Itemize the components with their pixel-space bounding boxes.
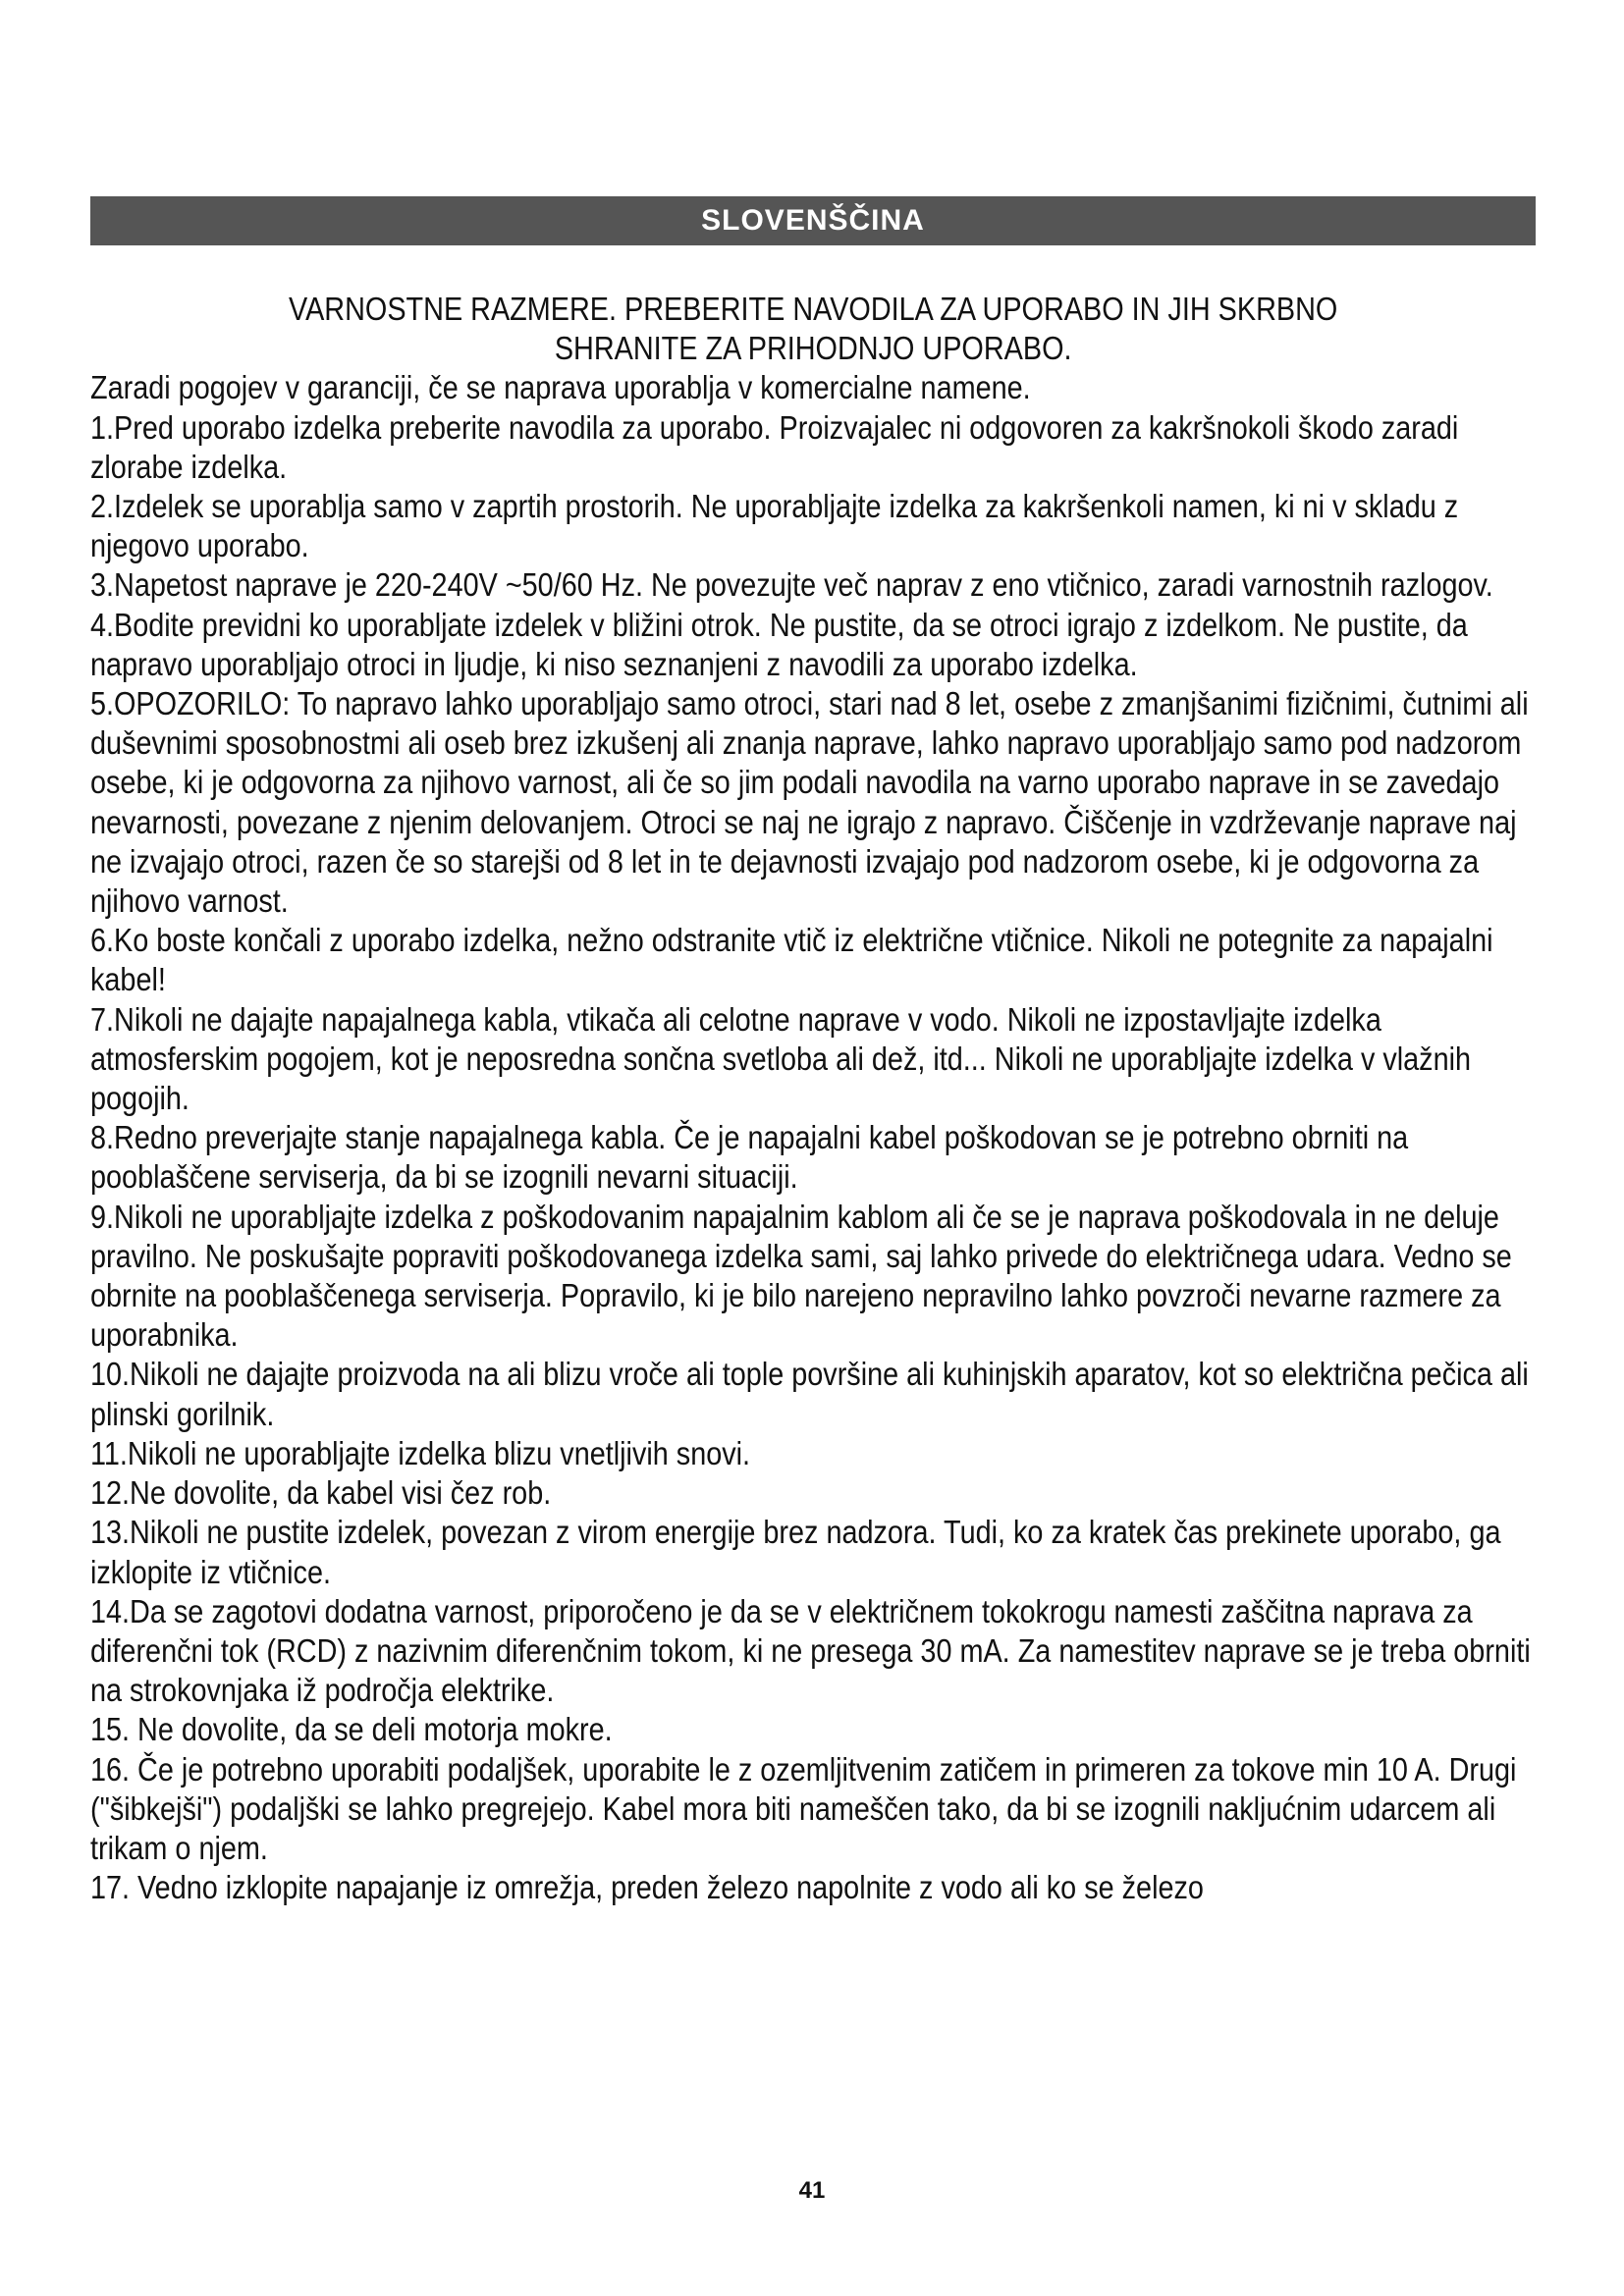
safety-item-7: 7.Nikoli ne dajajte napajalnega kabla, vtikača ali celotne naprave v vodo. Nikoli ne izpostavljajte izdelka atmosferskim pogojem, kot je neposredna sončna svetloba ali dež, itd... Nikoli ne uporabljajte izdelka v vlažnih pogojih. <box>90 1001 1472 1118</box>
document-body <box>90 291 1536 1908</box>
safety-item-5: 5.OPOZORILO: To napravo lahko uporabljajo samo otroci, stari nad 8 let, osebe z zmanjšanimi fizičnimi, čutnimi ali duševnimi sposobnostmi ali oseb brez izkušenj ali znanja naprave, lahko napravo uporabljajo samo pod nadzorom osebe, ki je odgovorna za njihovo varnost, ali če so jim podali navodila na varno uporabo naprave in se zavedajo nevarnosti, povezane z njenim delovanjem. Otroci se naj ne igrajo z napravo. Čiščenje in vzdrževanje naprave naj ne izvajajo otroci, razen če so starejši od 8 let in te dejavnosti izvajajo pod nadzorom osebe, ki je odgovorna za njihovo varnost. <box>90 686 1529 921</box>
safety-item-16: 16. Če je potrebno uporabiti podaljšek, uporabite le z ozemljitvenim zatičem in primeren za tokove min 10 A. Drugi ("šibkejši") podaljški se lahko pregrejejo. Kabel mora biti nameščen tako, da bi se izognili nakljućnim udarcem ali trikam o njem. <box>90 1751 1517 1867</box>
safety-item-9: 9.Nikoli ne uporabljajte izdelka z poškodovanim napajalnim kablom ali če se je naprava poškodovala in ne deluje pravilno. Ne poskušajte popraviti poškodovanega izdelka sami, saj lahko privede do električnega udara. Vedno se obrnite na pooblaščenega serviserja. Popravilo, ki je bilo narejeno nepravilno lahko povzroči nevarne razmere za uporabnika. <box>90 1199 1512 1355</box>
safety-item-11: 11.Nikoli ne uporabljajte izdelka blizu vnetljivih snovi. <box>90 1435 751 1472</box>
safety-item-1: 1.Pred uporabo izdelka preberite navodila za uporabo. Proizvajalec ni odgovoren za kakršnokoli škodo zaradi zlorabe izdelka. <box>90 409 1459 486</box>
warranty-note: Zaradi pogojev v garanciji, če se naprava uporablja v komercialne namene. <box>90 370 1031 407</box>
page-number: 41 <box>798 2177 826 2204</box>
safety-item-17: 17. Vedno izklopite napajanje iz omrežja, preden železo napolnite z vodo ali ko se železo <box>90 1870 1204 1907</box>
intro-title-line-2: SHRANITE ZA PRIHODNJO UPORABO. <box>554 331 1072 368</box>
safety-item-2: 2.Izdelek se uporablja samo v zaprtih prostorih. Ne uporabljajte izdelka za kakršenkoli namen, ki ni v skladu z njegovo uporabo. <box>90 489 1459 565</box>
safety-item-3: 3.Napetost naprave je 220-240V ~50/60 Hz. Ne povezujte več naprav z eno vtičnico, zaradi varnostnih razlogov. <box>90 567 1493 605</box>
safety-item-15: 15. Ne dovolite, da se deli motorja mokre. <box>90 1712 613 1749</box>
section-title: SLOVENŠČINA <box>701 204 925 237</box>
safety-item-13: 13.Nikoli ne pustite izdelek, povezan z virom energije brez nadzora. Tudi, ko za kratek čas prekinete uporabo, ga izklopite iz vtičnice. <box>90 1515 1501 1591</box>
safety-item-8: 8.Redno preverjajte stanje napajalnega kabla. Če je napajalni kabel poškodovan se je potrebno obrniti na pooblaščene serviserja, da bi se izognili nevarni situaciji. <box>90 1120 1409 1197</box>
safety-item-14: 14.Da se zagotovi dodatna varnost, priporočeno je da se v električnem tokokrogu namesti zaščitna naprava za diferenčni tok (RCD) z nazivnim diferenčnim tokom, ki ne presega 30 mA. Za namestitev naprave se je treba obrniti na strokovnjaka iž področja elektrike. <box>90 1593 1531 1710</box>
intro-title-line-1: VARNOSTNE RAZMERE. PREBERITE NAVODILA ZA UPORABO IN JIH SKRBNO <box>289 292 1338 328</box>
safety-item-12: 12.Ne dovolite, da kabel visi čez rob. <box>90 1475 552 1513</box>
safety-item-6: 6.Ko boste končali z uporabo izdelka, nežno odstranite vtič iz električne vtičnice. Nikoli ne potegnite za napajalni kabel! <box>90 923 1493 999</box>
intro-title <box>90 291 1536 369</box>
section-header-bar <box>90 196 1536 245</box>
safety-item-10: 10.Nikoli ne dajajte proizvoda na ali blizu vroče ali tople površine ali kuhinjskih aparatov, kot so električna pečica ali plinski gorilnik. <box>90 1357 1529 1433</box>
safety-item-4: 4.Bodite previdni ko uporabljate izdelek v bližini otrok. Ne pustite, da se otroci igrajo z izdelkom. Ne pustite, da napravo uporabljajo otroci in ljudje, ki niso seznanjeni z navodili za uporabo izdelka. <box>90 607 1468 683</box>
